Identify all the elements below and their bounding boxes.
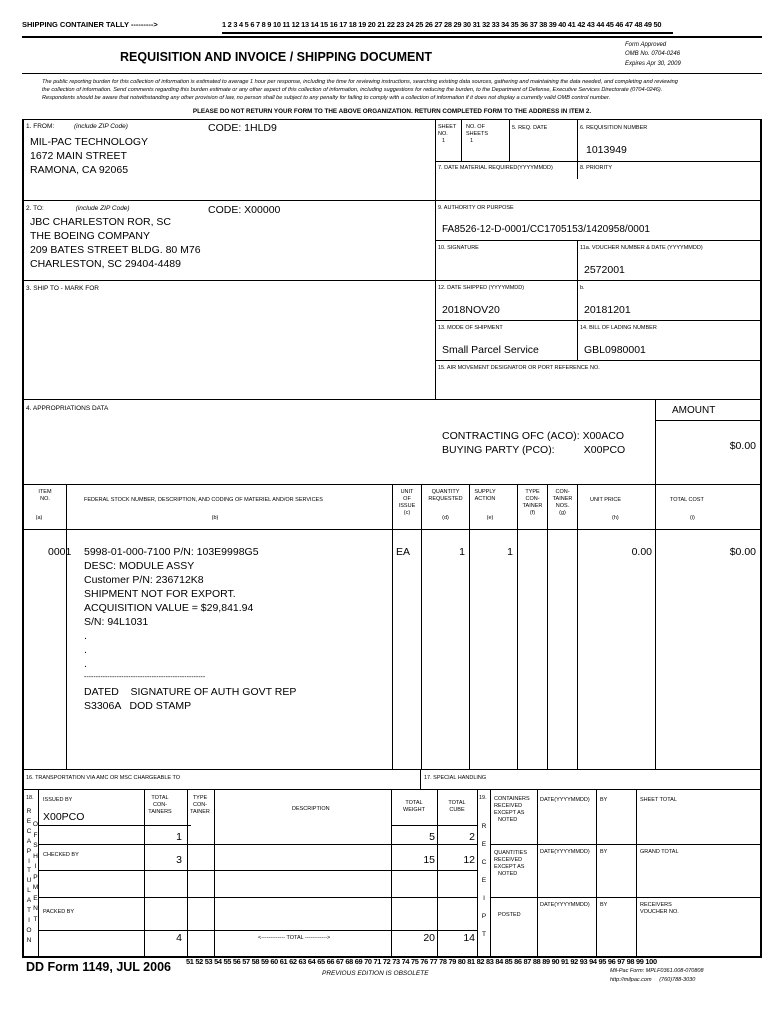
item-desc-line: Customer P/N: 236712K8 bbox=[84, 574, 204, 586]
col-unit-line: ISSUE bbox=[398, 503, 416, 509]
date-label-row1: DATE(YYYYMMDD) bbox=[540, 797, 590, 803]
block-19-number: 19. bbox=[479, 795, 487, 801]
box-b-value: 20181201 bbox=[584, 304, 631, 316]
form-right-border bbox=[760, 119, 762, 957]
total-weight-line: TOTAL bbox=[405, 800, 423, 806]
item-desc-line: SHIPMENT NOT FOR EXPORT. bbox=[84, 588, 236, 600]
col-cont-code: (g) bbox=[559, 510, 566, 516]
req-number-value: 1013949 bbox=[586, 144, 627, 156]
col-supply-line: SUPPLY bbox=[474, 489, 496, 495]
col-unit-header bbox=[393, 489, 421, 517]
form-approved: Form Approved bbox=[625, 42, 667, 48]
grid-line bbox=[547, 484, 548, 769]
row2-cube: 12 bbox=[463, 854, 475, 866]
total-containers-line: CON- bbox=[152, 802, 168, 808]
date-shipped-value: 2018NOV20 bbox=[442, 304, 500, 316]
do-not-return-notice: PLEASE DO NOT RETURN YOUR FORM TO THE ABOVE ORGANIZATION. RETURN COMPLETED FORM TO THE ADDRESS IN ITEM 2. bbox=[192, 108, 592, 115]
to-code: CODE: X00000 bbox=[208, 204, 281, 216]
from-address-line: 1672 MAIN STREET bbox=[30, 150, 127, 162]
grid-line bbox=[509, 119, 510, 161]
receipt-letters bbox=[479, 818, 489, 944]
shipment-letters bbox=[32, 820, 39, 925]
to-address-line: CHARLESTON, SC 29404-4489 bbox=[30, 258, 181, 270]
quantities-received-label bbox=[494, 850, 527, 878]
row3-containers: 4 bbox=[176, 932, 182, 944]
grid-line bbox=[469, 484, 470, 769]
col-unit-line: UNIT bbox=[400, 489, 414, 495]
to-address-line: THE BOEING COMPANY bbox=[30, 230, 150, 242]
packed-by-label: PACKED BY bbox=[43, 909, 75, 915]
receipt-letter: P bbox=[481, 913, 487, 920]
receivers-voucher-line: RECEIVERS bbox=[640, 902, 672, 908]
voucher-value: 2572001 bbox=[584, 264, 625, 276]
grid-line bbox=[22, 200, 762, 201]
sheet-label-line: NO. bbox=[438, 131, 448, 137]
grid-line bbox=[490, 789, 491, 957]
quantities-received-line: QUANTITIES bbox=[494, 850, 528, 856]
grid-line bbox=[214, 789, 215, 957]
voucher-label: 11a. VOUCHER NUMBER & DATE (YYYYMMDD) bbox=[580, 245, 703, 251]
receivers-voucher-line: VOUCHER NO. bbox=[640, 909, 679, 915]
total-weight-header bbox=[392, 800, 436, 814]
containers-received-label bbox=[494, 796, 530, 824]
type-container-line: CON- bbox=[192, 802, 208, 808]
quantities-received-line: NOTED bbox=[498, 871, 518, 877]
to-address-line: 209 BATES STREET BLDG. 80 M76 bbox=[30, 244, 201, 256]
side-letter: A bbox=[26, 897, 32, 905]
omb-expires: Expires Apr 30, 2009 bbox=[625, 61, 681, 67]
item-desc-line: 5998-01-000-7100 P/N: 103E9998G5 bbox=[84, 546, 259, 558]
side-letter: A bbox=[26, 837, 32, 845]
to-label-text: 2. TO: bbox=[26, 205, 44, 212]
grid-line bbox=[421, 484, 422, 769]
col-unit-line: OF bbox=[403, 496, 411, 502]
item-desc-line: . bbox=[84, 658, 87, 670]
col-type-code: (f) bbox=[529, 510, 536, 516]
side-letter: O bbox=[26, 926, 32, 934]
signature-label: 10. SIGNATURE bbox=[438, 245, 479, 251]
grid-line bbox=[636, 789, 637, 957]
side-letter: L bbox=[27, 887, 31, 895]
description-header: DESCRIPTION bbox=[292, 806, 330, 812]
authority-value: FA8526-12-D-0001/CC1705153/1420958/0001 bbox=[442, 224, 650, 235]
item-supply-action: 1 bbox=[507, 546, 513, 558]
side-letter: E bbox=[26, 817, 32, 825]
containers-received-line: RECEIVED bbox=[494, 803, 523, 809]
col-item-line: NO. bbox=[40, 496, 50, 502]
grid-line bbox=[461, 119, 462, 161]
sheet-total-label: SHEET TOTAL bbox=[640, 797, 677, 803]
grid-line bbox=[22, 769, 762, 770]
bill-lading-value: GBL0980001 bbox=[584, 344, 646, 356]
row2-containers: 3 bbox=[176, 854, 182, 866]
grid-line bbox=[577, 119, 578, 179]
sheets-label-line: SHEETS bbox=[466, 131, 489, 137]
sheets-count-label bbox=[466, 124, 488, 145]
grand-total-label: GRAND TOTAL bbox=[640, 849, 679, 855]
col-supply-code: (e) bbox=[486, 515, 494, 521]
side-letter: U bbox=[26, 877, 32, 885]
mode-label: 13. MODE OF SHIPMENT bbox=[438, 325, 503, 331]
form-left-border bbox=[22, 119, 24, 957]
form-name: DD Form 1149, JUL 2006 bbox=[26, 960, 171, 974]
side-letter: N bbox=[33, 905, 38, 912]
transport-label: 16. TRANSPORTATION VIA AMC OR MSC CHARGEABLE TO bbox=[26, 775, 181, 781]
total-cube-line: CUBE bbox=[449, 807, 465, 813]
receipt-letter: E bbox=[481, 841, 487, 848]
authority-label: 9. AUTHORITY OR PURPOSE bbox=[438, 205, 514, 211]
type-container-header bbox=[188, 795, 212, 816]
side-letter: F bbox=[33, 831, 38, 839]
grid-line bbox=[22, 529, 762, 530]
grid-line bbox=[517, 484, 518, 769]
item-number: 0001 bbox=[48, 546, 72, 558]
side-letter: E bbox=[33, 894, 38, 902]
previous-edition-notice: PREVIOUS EDITION IS OBSOLETE bbox=[322, 970, 429, 977]
from-code: CODE: 1HLD9 bbox=[208, 122, 277, 134]
ship-to-label: 3. SHIP TO - MARK FOR bbox=[26, 285, 99, 292]
side-letter: I bbox=[34, 863, 37, 870]
col-cont-line: TAINER bbox=[552, 496, 573, 502]
side-letter: T bbox=[26, 907, 32, 915]
item-desc-separator: ---------------------------------------------------- bbox=[84, 674, 206, 681]
box-b-label: b. bbox=[580, 285, 585, 291]
grid-line bbox=[66, 484, 67, 769]
col-unit-price-header: UNIT PRICE bbox=[590, 497, 622, 503]
total-arrow: <------------- TOTAL ------------> bbox=[258, 935, 331, 941]
receipt-letter: C bbox=[481, 859, 487, 866]
grid-line bbox=[392, 484, 393, 769]
col-unit-code: (c) bbox=[403, 510, 411, 516]
grid-line bbox=[38, 844, 478, 845]
grid-line bbox=[38, 825, 191, 826]
receipt-letter: I bbox=[483, 895, 485, 902]
item-description bbox=[84, 545, 296, 713]
col-item-header bbox=[24, 489, 66, 503]
grid-line bbox=[435, 240, 760, 241]
item-desc-line: . bbox=[84, 630, 87, 642]
col-type-line: TYPE bbox=[525, 489, 540, 495]
type-container-line: TYPE bbox=[192, 795, 208, 801]
col-qty-line: REQUESTED bbox=[428, 496, 463, 502]
side-letter: C bbox=[26, 827, 32, 835]
title-bottom-border bbox=[22, 73, 762, 74]
col-qty-header bbox=[422, 489, 469, 503]
grid-line bbox=[596, 789, 597, 957]
grid-line bbox=[435, 360, 760, 361]
item-desc-line: DATED SIGNATURE OF AUTH GOVT REP bbox=[84, 686, 297, 698]
grid-line bbox=[435, 161, 760, 162]
grid-line bbox=[655, 399, 656, 484]
grid-line bbox=[391, 825, 478, 826]
row3-weight: 20 bbox=[423, 932, 435, 944]
row2-weight: 15 bbox=[423, 854, 435, 866]
grid-line bbox=[490, 844, 760, 845]
containers-received-line: NOTED bbox=[498, 817, 518, 823]
from-address bbox=[30, 135, 148, 177]
tally-numbers-bottom: 51 52 53 54 55 56 57 58 59 60 61 62 63 64 65 66 67 68 69 70 71 72 73 74 75 76 77 78 79 80 81 82 83 84 85 86 87 88 89 90 91 92 93 94 95 96 97 98 99 100 bbox=[186, 957, 657, 966]
from-label-text: 1. FROM: bbox=[26, 123, 55, 130]
quantities-received-line: RECEIVED bbox=[494, 857, 523, 863]
bill-lading-label: 14. BILL OF LADING NUMBER bbox=[580, 325, 657, 331]
side-letter: H bbox=[33, 852, 38, 860]
grid-line bbox=[655, 420, 760, 421]
milpac-form-id: Mil-Pac Form: MPLF0361.008-070808 bbox=[610, 968, 704, 974]
sheet-label-line: SHEET bbox=[438, 124, 457, 130]
item-total-cost: $0.00 bbox=[729, 546, 756, 558]
to-zip-note: (include ZIP Code) bbox=[75, 205, 130, 212]
total-containers-header bbox=[145, 795, 175, 816]
side-letter: I bbox=[28, 857, 30, 865]
row1-containers: 1 bbox=[176, 831, 182, 843]
checked-by-label: CHECKED BY bbox=[43, 852, 79, 858]
to-address-line: JBC CHARLESTON ROR, SC bbox=[30, 216, 171, 228]
item-desc-line: ACQUISITION VALUE = $29,841.94 bbox=[84, 602, 254, 614]
col-cont-line: NOS. bbox=[555, 503, 570, 509]
grid-line bbox=[655, 484, 656, 769]
form-title: REQUISITION AND INVOICE / SHIPPING DOCUMENT bbox=[120, 50, 433, 64]
side-letter: N bbox=[26, 936, 32, 944]
by-label-row3: BY bbox=[600, 902, 608, 908]
burden-statement: The public reporting burden for this collection of information is estimated to average 1 hour per response, including the time for reviewing instructions, searching existing data sources, gathering and maintaining the data needed, and completing and reviewing the collection of information. Send comments regarding this burden estimate or any other aspect of this collection of information, including suggestions for reducing the burden, to the Department of Defense, Executive Services Directorate (0704-0246). Respondents should be aware that notwithstanding any other provision of law, no person shall be subject to any penalty for failing to comply with a collection of information if it does not display a currently valid OMB control number. bbox=[42, 79, 678, 101]
to-address bbox=[30, 215, 201, 271]
sheet-no-label bbox=[438, 124, 456, 145]
col-type-line: CON- bbox=[525, 496, 540, 502]
grid-line bbox=[22, 789, 762, 790]
item-desc-line: . bbox=[84, 644, 87, 656]
by-label-row1: BY bbox=[600, 797, 608, 803]
date-required-label: 7. DATE MATERIAL REQUIRED(YYYYMMDD) bbox=[438, 165, 553, 171]
from-address-line: MIL-PAC TECHNOLOGY bbox=[30, 136, 149, 148]
block-18-number: 18. bbox=[26, 795, 34, 801]
omb-number: OMB No. 0704-0246 bbox=[625, 51, 681, 57]
col-total-cost-header: TOTAL COST bbox=[670, 497, 704, 503]
side-letter: I bbox=[28, 916, 30, 924]
tally-label-text: SHIPPING CONTAINER TALLY bbox=[22, 20, 129, 29]
from-address-line: RAMONA, CA 92065 bbox=[30, 164, 129, 176]
special-handling-label: 17. SPECIAL HANDLING bbox=[424, 775, 487, 781]
col-supply-header bbox=[470, 489, 500, 503]
side-letter: O bbox=[32, 821, 39, 828]
quantities-received-line: EXCEPT AS bbox=[494, 864, 525, 870]
milpac-contact: http://milpac.com (760)788-3030 bbox=[610, 977, 696, 983]
grid-line bbox=[420, 769, 421, 789]
total-cube-line: TOTAL bbox=[448, 800, 466, 806]
item-desc-line: S/N: 94L1031 bbox=[84, 616, 149, 628]
appropriations-amount: $0.00 bbox=[729, 440, 756, 452]
grid-line bbox=[577, 484, 578, 769]
grid-line bbox=[537, 789, 538, 957]
grid-line bbox=[490, 897, 760, 898]
grid-line bbox=[391, 789, 392, 957]
issued-by-value: X00PCO bbox=[43, 811, 85, 823]
appropriations-line-pco: BUYING PARTY (PCO): X00PCO bbox=[442, 444, 626, 456]
col-item-code: (a) bbox=[35, 515, 43, 521]
grid-line bbox=[38, 870, 478, 871]
sheet-no-value: 1 bbox=[442, 138, 446, 144]
row3-cube: 14 bbox=[463, 932, 475, 944]
side-letter: R bbox=[26, 808, 32, 815]
grid-line bbox=[437, 789, 438, 957]
grid-line bbox=[477, 789, 478, 957]
grid-line bbox=[22, 119, 762, 120]
receipt-letter: T bbox=[481, 931, 487, 938]
col-fsn-code: (b) bbox=[211, 515, 219, 521]
sheets-label-line: NO. OF bbox=[466, 124, 485, 130]
form-top-border bbox=[22, 36, 762, 38]
to-label bbox=[26, 205, 130, 213]
col-cont-header bbox=[548, 489, 577, 517]
side-letter: T bbox=[33, 915, 38, 923]
side-letter: T bbox=[26, 867, 32, 875]
item-desc-line: S3306A DOD STAMP bbox=[84, 700, 192, 712]
item-qty: 1 bbox=[459, 546, 465, 558]
appropriations-label: 4. APPROPRIATIONS DATA bbox=[26, 405, 109, 412]
containers-received-line: EXCEPT AS bbox=[494, 810, 525, 816]
row1-cube: 2 bbox=[469, 831, 475, 843]
col-item-line: ITEM bbox=[38, 489, 52, 495]
appropriations-line-aco: CONTRACTING OFC (ACO): X00ACO bbox=[442, 430, 625, 442]
total-cube-header bbox=[438, 800, 476, 814]
side-letter: S bbox=[33, 842, 38, 849]
mode-value: Small Parcel Service bbox=[442, 344, 539, 356]
item-unit-price: 0.00 bbox=[631, 546, 652, 558]
tally-underline bbox=[222, 32, 673, 34]
item-unit: EA bbox=[396, 546, 411, 558]
tally-numbers-top: 1 2 3 4 5 6 7 8 9 10 11 12 13 14 15 16 17 18 19 20 21 22 23 24 25 26 27 28 29 30 31 32 33 34 35 36 37 38 39 40 41 42 43 44 45 46 47 48 49 50 bbox=[222, 20, 662, 29]
col-cont-line: CON- bbox=[555, 489, 570, 495]
grid-line bbox=[22, 280, 762, 281]
by-label-row2: BY bbox=[600, 849, 608, 855]
col-type-line: TAINER bbox=[522, 503, 543, 509]
item-desc-line: DESC: MODULE ASSY bbox=[84, 560, 195, 572]
side-letter: M bbox=[32, 884, 39, 891]
req-number-label: 6. REQUISITION NUMBER bbox=[580, 125, 648, 131]
tally-arrow: ---------> bbox=[130, 20, 158, 29]
from-label bbox=[26, 123, 128, 131]
tally-label bbox=[22, 20, 158, 29]
date-label-row3: DATE(YYYYMMDD) bbox=[540, 902, 590, 908]
receipt-letter: R bbox=[481, 823, 487, 830]
posted-label: POSTED bbox=[498, 912, 521, 918]
from-zip-note: (include ZIP Code) bbox=[73, 123, 128, 130]
total-containers-line: TOTAL bbox=[151, 795, 169, 801]
row1-weight: 5 bbox=[429, 831, 435, 843]
col-total-cost-code: (i) bbox=[690, 515, 695, 521]
col-fsn-header: FEDERAL STOCK NUMBER, DESCRIPTION, AND CODING OF MATERIEL AND/OR SERVICES bbox=[84, 497, 323, 503]
grid-line bbox=[22, 399, 762, 400]
grid-line bbox=[435, 320, 760, 321]
amount-label: AMOUNT bbox=[672, 405, 716, 416]
receipt-letter: E bbox=[481, 877, 487, 884]
col-type-header bbox=[518, 489, 547, 517]
side-letter: P bbox=[33, 873, 38, 881]
grid-line bbox=[38, 897, 478, 898]
issued-by-label: ISSUED BY bbox=[43, 797, 73, 803]
col-qty-line: QUANTITY bbox=[431, 489, 460, 495]
grid-line bbox=[577, 240, 578, 360]
containers-received-line: CONTAINERS bbox=[494, 796, 530, 802]
air-movement-label: 15. AIR MOVEMENT DESIGNATOR OR PORT REFERENCE NO. bbox=[438, 365, 600, 371]
type-container-line: TAINER bbox=[190, 809, 210, 815]
sheets-count-value: 1 bbox=[470, 138, 474, 144]
col-qty-code: (d) bbox=[442, 515, 449, 521]
col-supply-line: ACTION bbox=[474, 496, 496, 502]
side-letter: P bbox=[26, 847, 32, 855]
col-unit-price-code: (h) bbox=[612, 515, 619, 521]
date-label-row2: DATE(YYYYMMDD) bbox=[540, 849, 590, 855]
receivers-voucher-label bbox=[640, 902, 679, 916]
date-shipped-label: 12. DATE SHIPPED (YYYYMMDD) bbox=[438, 285, 525, 291]
total-containers-line: TAINERS bbox=[148, 809, 172, 815]
total-weight-line: WEIGHT bbox=[403, 807, 425, 813]
priority-label: 8. PRIORITY bbox=[580, 165, 613, 171]
req-date-label: 5. REQ. DATE bbox=[512, 125, 548, 131]
